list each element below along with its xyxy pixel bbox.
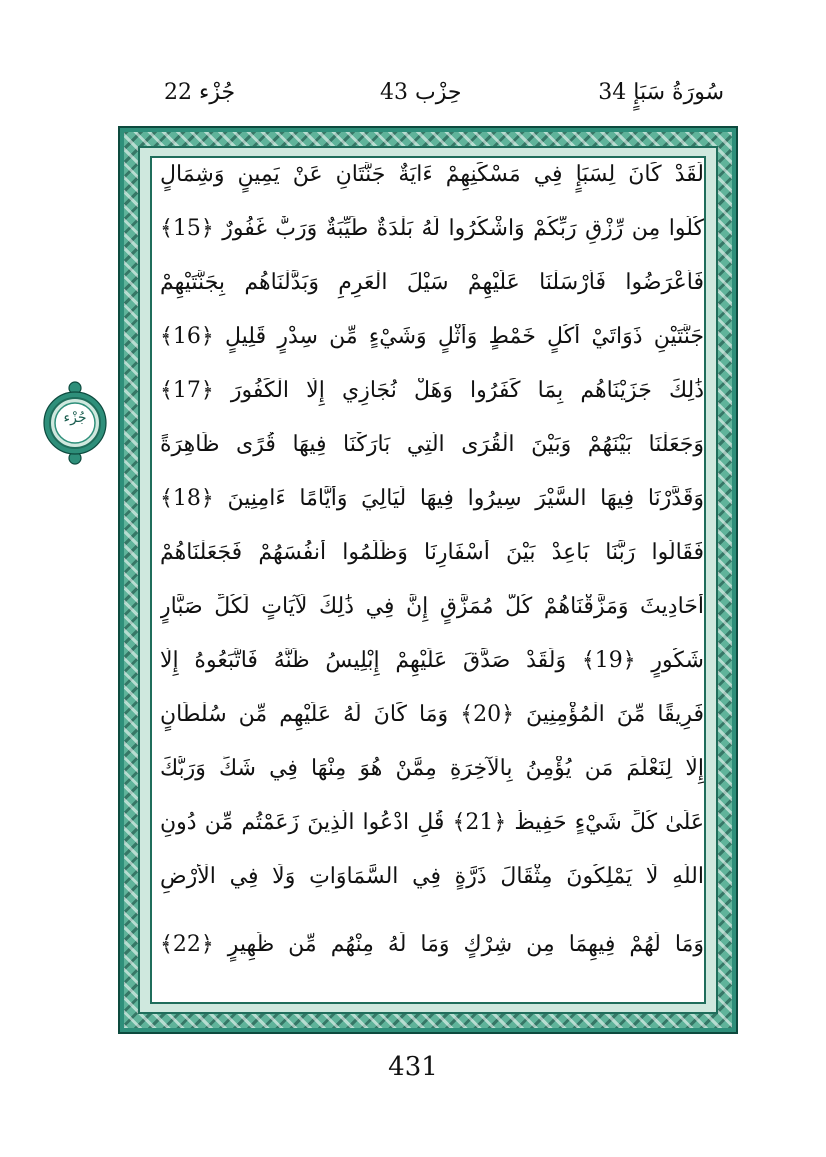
text-line: كُلُوا مِن رِّزْقِ رَبِّكُمْ وَاشْكُرُوا لَهُ بَلْدَةٌ طَيِّبَةٌ وَرَبٌّ غَفُورٌ ﴿15﴾ [160,216,704,241]
surah-label: 34 سُورَةُ سَبَإٍ [598,80,724,105]
text-line: شَكُورٍ ﴿19﴾ وَلَقَدْ صَدَّقَ عَلَيْهِمْ إِبْلِيسُ ظَنَّهُ فَاتَّبَعُوهُ إِلَّا [160,648,704,673]
hizb-marker-label: جُزْء [63,410,87,426]
text-line: عَلَىٰ كُلِّ شَيْءٍ حَفِيظٌ ﴿21﴾ قُلِ ادْعُوا الَّذِينَ زَعَمْتُم مِّن دُونِ [160,810,704,835]
text-line: إِلَّا لِنَعْلَمَ مَن يُؤْمِنُ بِالْآخِرَةِ مِمَّنْ هُوَ مِنْهَا فِي شَكٍّ وَرَبُّكَ [160,756,704,781]
page-number: 431 [388,1052,438,1082]
text-line: وَقَدَّرْنَا فِيهَا السَّيْرَ سِيرُوا فِيهَا لَيَالِيَ وَأَيَّامًا ءَامِنِينَ ﴿18﴾ [160,486,704,511]
hizb-marker-icon [42,378,108,468]
text-line: أَحَادِيثَ وَمَزَّقْنَاهُمْ كُلَّ مُمَزَّقٍ إِنَّ فِي ذَٰلِكَ لَآيَاتٍ لِّكُلِّ صَبَّارٍ [160,594,704,619]
text-line: فَقَالُوا رَبَّنَا بَاعِدْ بَيْنَ أَسْفَارِنَا وَظَلَمُوا أَنفُسَهُمْ فَجَعَلْنَاهُمْ [160,540,704,565]
text-line: وَمَا لَهُمْ فِيهِمَا مِن شِرْكٍ وَمَا لَهُ مِنْهُم مِّن ظَهِيرٍ ﴿22﴾ [160,932,704,957]
hizb-label: حِزْب 43 [380,80,462,105]
text-line: جَنَّتَيْنِ ذَوَاتَيْ أُكُلٍ خَمْطٍ وَأَثْلٍ وَشَيْءٍ مِّن سِدْرٍ قَلِيلٍ ﴿16﴾ [160,324,704,349]
text-line: وَجَعَلْنَا بَيْنَهُمْ وَبَيْنَ الْقُرَى الَّتِي بَارَكْنَا فِيهَا قُرًى ظَاهِرَةً [160,432,704,457]
juz-label: جُزْء 22 [164,80,236,105]
text-line: اللَّهِ لَا يَمْلِكُونَ مِثْقَالَ ذَرَّةٍ فِي السَّمَاوَاتِ وَلَا فِي الْأَرْضِ [160,864,704,889]
text-line: فَرِيقًا مِّنَ الْمُؤْمِنِينَ ﴿20﴾ وَمَا كَانَ لَهُ عَلَيْهِم مِّن سُلْطَانٍ [160,702,704,727]
text-line: لَقَدْ كَانَ لِسَبَإٍ فِي مَسْكَنِهِمْ ءَايَةٌ جَنَّتَانِ عَنْ يَمِينٍ وَشِمَالٍ [160,162,704,187]
text-line: ذَٰلِكَ جَزَيْنَاهُم بِمَا كَفَرُوا وَهَلْ نُجَازِي إِلَّا الْكَفُورَ ﴿17﴾ [160,378,704,403]
text-line: فَأَعْرَضُوا فَأَرْسَلْنَا عَلَيْهِمْ سَيْلَ الْعَرِمِ وَبَدَّلْنَاهُم بِجَنَّتَيْهِمْ [160,270,704,295]
page-header [118,70,724,120]
